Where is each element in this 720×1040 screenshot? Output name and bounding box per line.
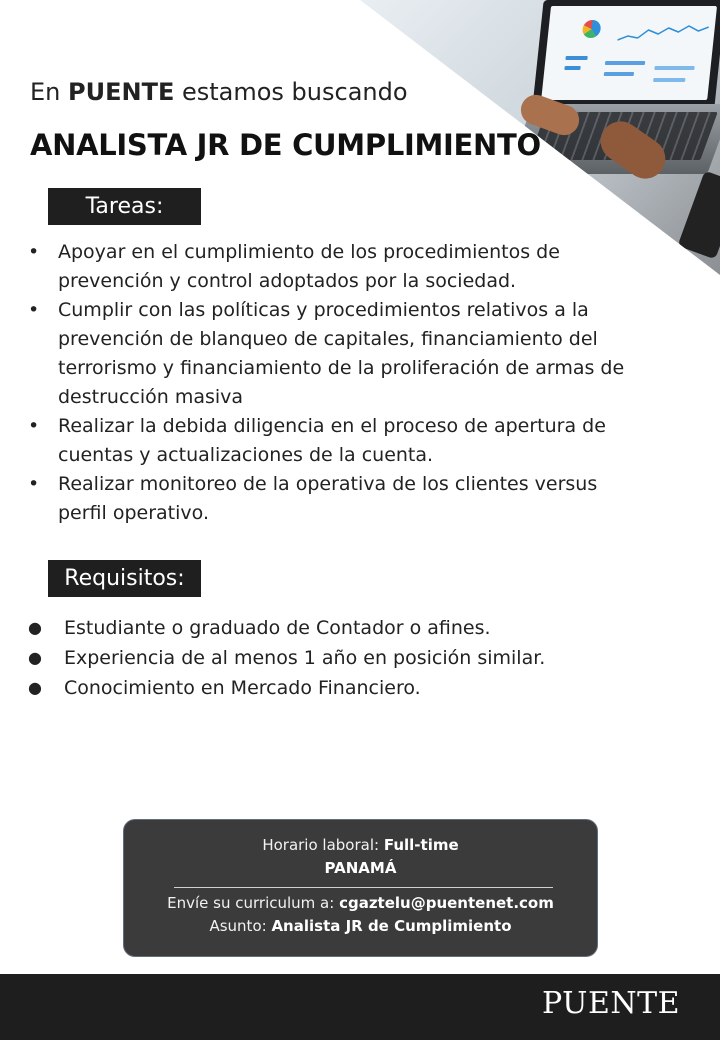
list-item xyxy=(0,296,720,412)
bullet-icon: • xyxy=(28,473,40,495)
puente-logo: PUENTE xyxy=(542,986,680,1021)
bullet-icon: ● xyxy=(28,618,42,637)
requirements-section-label: Requisitos: xyxy=(48,560,201,597)
tasks-section-label: Tareas: xyxy=(48,188,201,225)
intro-prefix: En xyxy=(30,78,69,106)
dashboard-bar xyxy=(564,66,580,70)
contact-info-box xyxy=(123,819,598,957)
location-row xyxy=(124,859,597,877)
tasks-list xyxy=(0,238,720,528)
dashboard-bar xyxy=(604,72,634,76)
bullet-icon: • xyxy=(28,241,40,263)
bullet-icon: ● xyxy=(28,678,42,697)
email-address-link[interactable]: cgaztelu@puentenet.com xyxy=(339,894,554,912)
schedule-row xyxy=(124,836,597,854)
list-item xyxy=(0,470,720,528)
requirements-list xyxy=(0,613,720,703)
pie-chart-graphic xyxy=(582,20,602,38)
subject-value: Analista JR de Cumplimiento xyxy=(271,917,512,935)
dashboard-display xyxy=(541,6,717,100)
intro-line xyxy=(30,78,408,106)
requirement-text: Estudiante o graduado de Contador o afines. xyxy=(64,617,491,639)
subject-row xyxy=(124,917,597,935)
list-item xyxy=(0,643,720,673)
bullet-icon: • xyxy=(28,415,40,437)
email-row xyxy=(124,894,597,912)
line-chart-graphic xyxy=(617,22,710,46)
intro-suffix: estamos buscando xyxy=(174,78,408,106)
dashboard-bar xyxy=(565,56,587,60)
job-title: ANALISTA JR DE CUMPLIMIENTO xyxy=(30,128,541,162)
footer-bar xyxy=(0,974,720,1040)
task-text: Realizar la debida diligencia en el proceso de apertura de cuentas y actualizaciones de la cuenta. xyxy=(58,415,606,466)
intro-brand: PUENTE xyxy=(68,78,175,106)
requirement-text: Experiencia de al menos 1 año en posición similar. xyxy=(64,647,546,669)
list-item xyxy=(0,412,720,470)
divider xyxy=(174,887,553,888)
dashboard-bar xyxy=(654,66,694,70)
task-text: Cumplir con las políticas y procedimientos relativos a la prevención de blanqueo de capitales, financiamiento del terrorismo y financiamiento de la proliferación de armas de destrucción masiva xyxy=(58,299,625,408)
schedule-label: Horario laboral: xyxy=(262,836,384,854)
list-item xyxy=(0,613,720,643)
task-text: Realizar monitoreo de la operativa de los clientes versus perfil operativo. xyxy=(58,473,598,524)
dashboard-bar xyxy=(653,78,685,82)
location-value: PANAMÁ xyxy=(324,859,397,877)
list-item xyxy=(0,238,720,296)
bullet-icon: ● xyxy=(28,648,42,667)
subject-label: Asunto: xyxy=(209,917,272,935)
requirement-text: Conocimiento en Mercado Financiero. xyxy=(64,677,421,699)
dashboard-bar xyxy=(605,61,645,65)
task-text: Apoyar en el cumplimiento de los procedimientos de prevención y control adoptados por la sociedad. xyxy=(58,241,560,292)
email-label: Envíe su curriculum a: xyxy=(167,894,340,912)
laptop-screen xyxy=(532,0,720,108)
list-item xyxy=(0,673,720,703)
bullet-icon: • xyxy=(28,299,40,321)
schedule-value: Full-time xyxy=(383,836,459,854)
